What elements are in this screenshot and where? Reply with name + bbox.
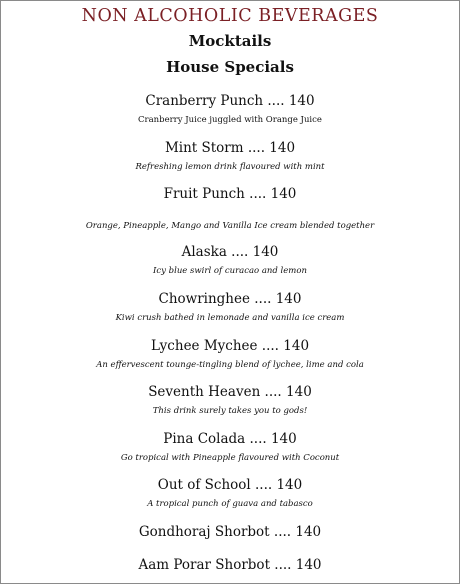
menu-item xyxy=(1,557,459,573)
menu-title: NON ALCOHOLIC BEVERAGES xyxy=(81,6,379,26)
menu-item-name: Fruit Punch .... 140 xyxy=(163,186,297,202)
menu-item xyxy=(1,140,459,173)
menu-item-description: Kiwi crush bathed in lemonade and vanilla ice cream xyxy=(115,313,345,323)
menu-item xyxy=(1,384,459,417)
menu-item xyxy=(1,186,459,232)
menu-item xyxy=(1,431,459,464)
menu-item xyxy=(1,93,459,126)
menu-item-description: An effervescent tounge-tingling blend of lychee, lime and cola xyxy=(96,360,364,370)
menu-item-description: A tropical punch of guava and tabasco xyxy=(147,499,313,509)
menu-item xyxy=(1,244,459,277)
menu-item-description: Orange, Pineapple, Mango and Vanilla Ice cream blended together xyxy=(85,221,375,231)
menu-item-name: Chowringhee .... 140 xyxy=(158,291,302,307)
menu-item-name: Alaska .... 140 xyxy=(181,244,279,260)
menu-item-description: Icy blue swirl of curacao and lemon xyxy=(153,266,307,276)
menu-item-name: Mint Storm .... 140 xyxy=(164,140,296,156)
menu-item-name: Pina Colada .... 140 xyxy=(163,431,297,447)
menu-item-name: Aam Porar Shorbot .... 140 xyxy=(138,557,322,573)
menu-item-name: Seventh Heaven .... 140 xyxy=(148,384,312,400)
menu-category: Mocktails xyxy=(188,32,272,50)
menu-item xyxy=(1,338,459,371)
menu-item-name: Out of School .... 140 xyxy=(157,477,303,493)
menu-item xyxy=(1,291,459,324)
menu-item xyxy=(1,477,459,510)
menu-section: House Specials xyxy=(166,58,294,76)
menu-item xyxy=(1,524,459,540)
menu-item-name: Lychee Mychee .... 140 xyxy=(150,338,310,354)
menu-item-name: Cranberry Punch .... 140 xyxy=(145,93,315,109)
menu-item-name: Gondhoraj Shorbot .... 140 xyxy=(138,524,322,540)
menu-item-description: Refreshing lemon drink flavoured with mint xyxy=(135,162,325,172)
menu-item-description: This drink surely takes you to gods! xyxy=(152,406,308,416)
menu-item-description: Cranberry Juice juggled with Orange Juice xyxy=(138,115,322,125)
menu-item-description: Go tropical with Pineapple flavoured with Coconut xyxy=(120,453,340,463)
